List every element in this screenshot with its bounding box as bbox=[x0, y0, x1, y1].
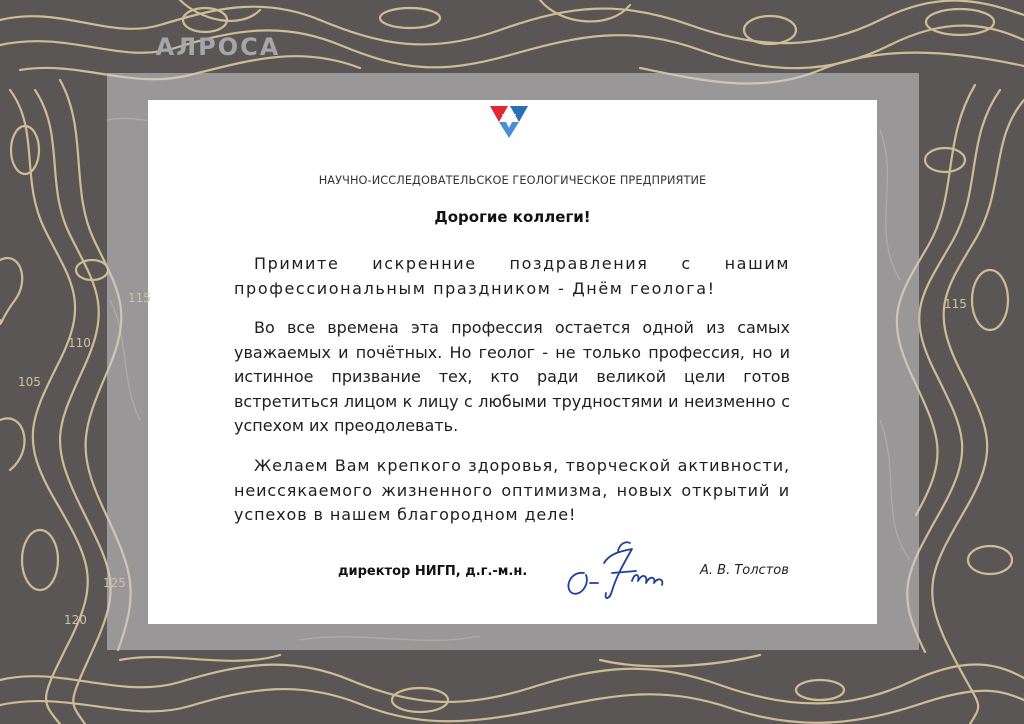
elevation-label: 125 bbox=[103, 576, 126, 590]
letter-paragraph: Примите искренние поздравления с нашим профессиональным праздником - Днём геолога! bbox=[234, 254, 790, 298]
elevation-label: 105 bbox=[18, 375, 41, 389]
signer-title: директор НИГП, д.г.-м.н. bbox=[338, 564, 528, 579]
elevation-label: 115 bbox=[128, 291, 151, 305]
organization-name: НАУЧНО-ИССЛЕДОВАТЕЛЬСКОЕ ГЕОЛОГИЧЕСКОЕ ПРЕДПРИЯТИЕ bbox=[318, 174, 707, 187]
letter-paragraph: Желаем Вам крепкого здоровья, творческой активности, неиссякаемого жизненного оптимизма, новых открытий и успехов в нашем благородном деле! bbox=[234, 456, 790, 524]
greeting-heading: Дорогие коллеги! bbox=[434, 208, 591, 226]
logo-mark-icon bbox=[488, 104, 530, 140]
elevation-label: 110 bbox=[68, 336, 91, 350]
signature-image bbox=[560, 533, 685, 605]
elevation-label: 115 bbox=[944, 297, 967, 311]
signer-name: А. В. Толстов bbox=[700, 563, 789, 578]
logo-wordmark: АЛРОСА bbox=[155, 33, 281, 61]
alrosa-logo bbox=[290, 104, 440, 164]
elevation-label: 120 bbox=[64, 613, 87, 627]
letter-paragraph: Во все времена эта профессия остается одной из самых уважаемых и почётных. Но геолог - не только профессия, но и истинное призвание тех, кто ради великой цели готов встретиться лицом к лицу с любыми трудностями и неизменно с успехом их преодолевать. bbox=[234, 318, 790, 435]
